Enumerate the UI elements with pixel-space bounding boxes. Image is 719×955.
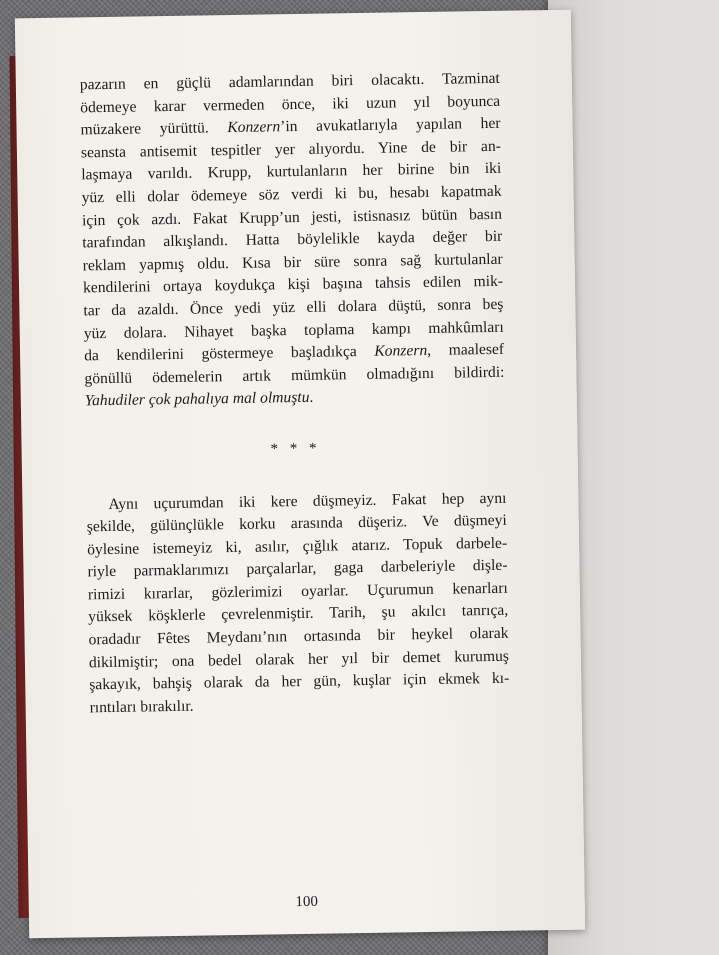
text-line: ödemeye karar vermeden önce, iki uzun yıl boyunca	[80, 92, 501, 116]
page-text	[80, 68, 510, 720]
text-line: şakayık, bahşiş olarak da her gün, kuşlar için ekmek kı-	[89, 669, 510, 694]
italic-word: Konzern	[227, 118, 281, 137]
text-line: riyle parmaklarımızı parçalarlar, gaga darbeleriyle dişle-	[87, 557, 508, 581]
text-line: rıntıları bırakılır.	[89, 697, 194, 717]
italic-sentence: Yahudiler çok pahalıya mal olmuştu	[84, 389, 310, 410]
text-line: seansta antisemit tespitler yer alıyordu. Yine de bir an-	[80, 137, 502, 162]
text-span: , maalesef	[427, 340, 505, 360]
paragraph-1	[80, 68, 505, 413]
page-number: 100	[295, 893, 319, 911]
text-line: yüz dolara. Nihayet başka toplama kampı mahkûmları	[83, 318, 504, 342]
text-line: kendilerini ortaya koydukça kişi başına tahsis edilen mik-	[82, 273, 504, 297]
text-span: da kendilerini göstermeye başladıkça	[83, 342, 375, 365]
text-line: gönüllü ödemelerin artık mümkün olmadığını bildirdi:	[84, 363, 505, 388]
text-line: yüksek köşklerle çevrelenmiştir. Tarih, şu akılcı tanrıça,	[88, 602, 509, 626]
text-line: için çok azdı. Fakat Krupp’un jesti, istisnasız bütün basın	[81, 205, 503, 229]
text-line: tar da azaldı. Önce yedi yüz elli dolara düştü, sonra beş	[83, 295, 504, 320]
text-line: öylesine istemeyiz ki, asılır, çığlık atarız. Topuk darbele-	[87, 534, 508, 559]
text-span: ’in avukatlarıyla yapılan her	[280, 114, 501, 136]
text-line: pazarın en güçlü adamlarından biri olacaktı. Tazminat	[79, 69, 500, 94]
text-line: laşmaya varıldı. Krupp, kurtulanların her birine bin iki	[81, 160, 502, 184]
text-line: rimizi kırarlar, gözlerimizi oyarlar. Uçurumun kenarları	[87, 579, 508, 604]
text-line: şekilde, gülünçlükle korku arasında düşeriz. Ve düşmeyi	[86, 511, 507, 536]
text-line: yüz elli dolar ödemeye söz verdi ki bu, hesabı kapatmak	[81, 182, 502, 207]
text-line: reklam yapmış oldu. Kısa bir süre sonra sağ kurtulanlar	[82, 250, 503, 275]
paragraph-2	[86, 487, 509, 720]
italic-word: Konzern	[374, 342, 428, 360]
text-line: Aynı uçurumdan iki kere düşmeyiz. Fakat hep aynı	[108, 489, 507, 513]
section-separator: * * *	[270, 440, 321, 458]
book-page	[15, 10, 585, 939]
text-line: dikilmiştir; ona bedel olarak her yıl bir demet kurumuş	[88, 647, 510, 671]
text-line: oradadır Fêtes Meydanı’nın ortasında bir heykel olarak	[88, 624, 509, 649]
text-span: müzakere yürüttü.	[80, 119, 228, 139]
text-span: .	[309, 389, 314, 407]
text-line: tarafından alkışlandı. Hatta böylelikle kayda değer bir	[82, 227, 503, 252]
